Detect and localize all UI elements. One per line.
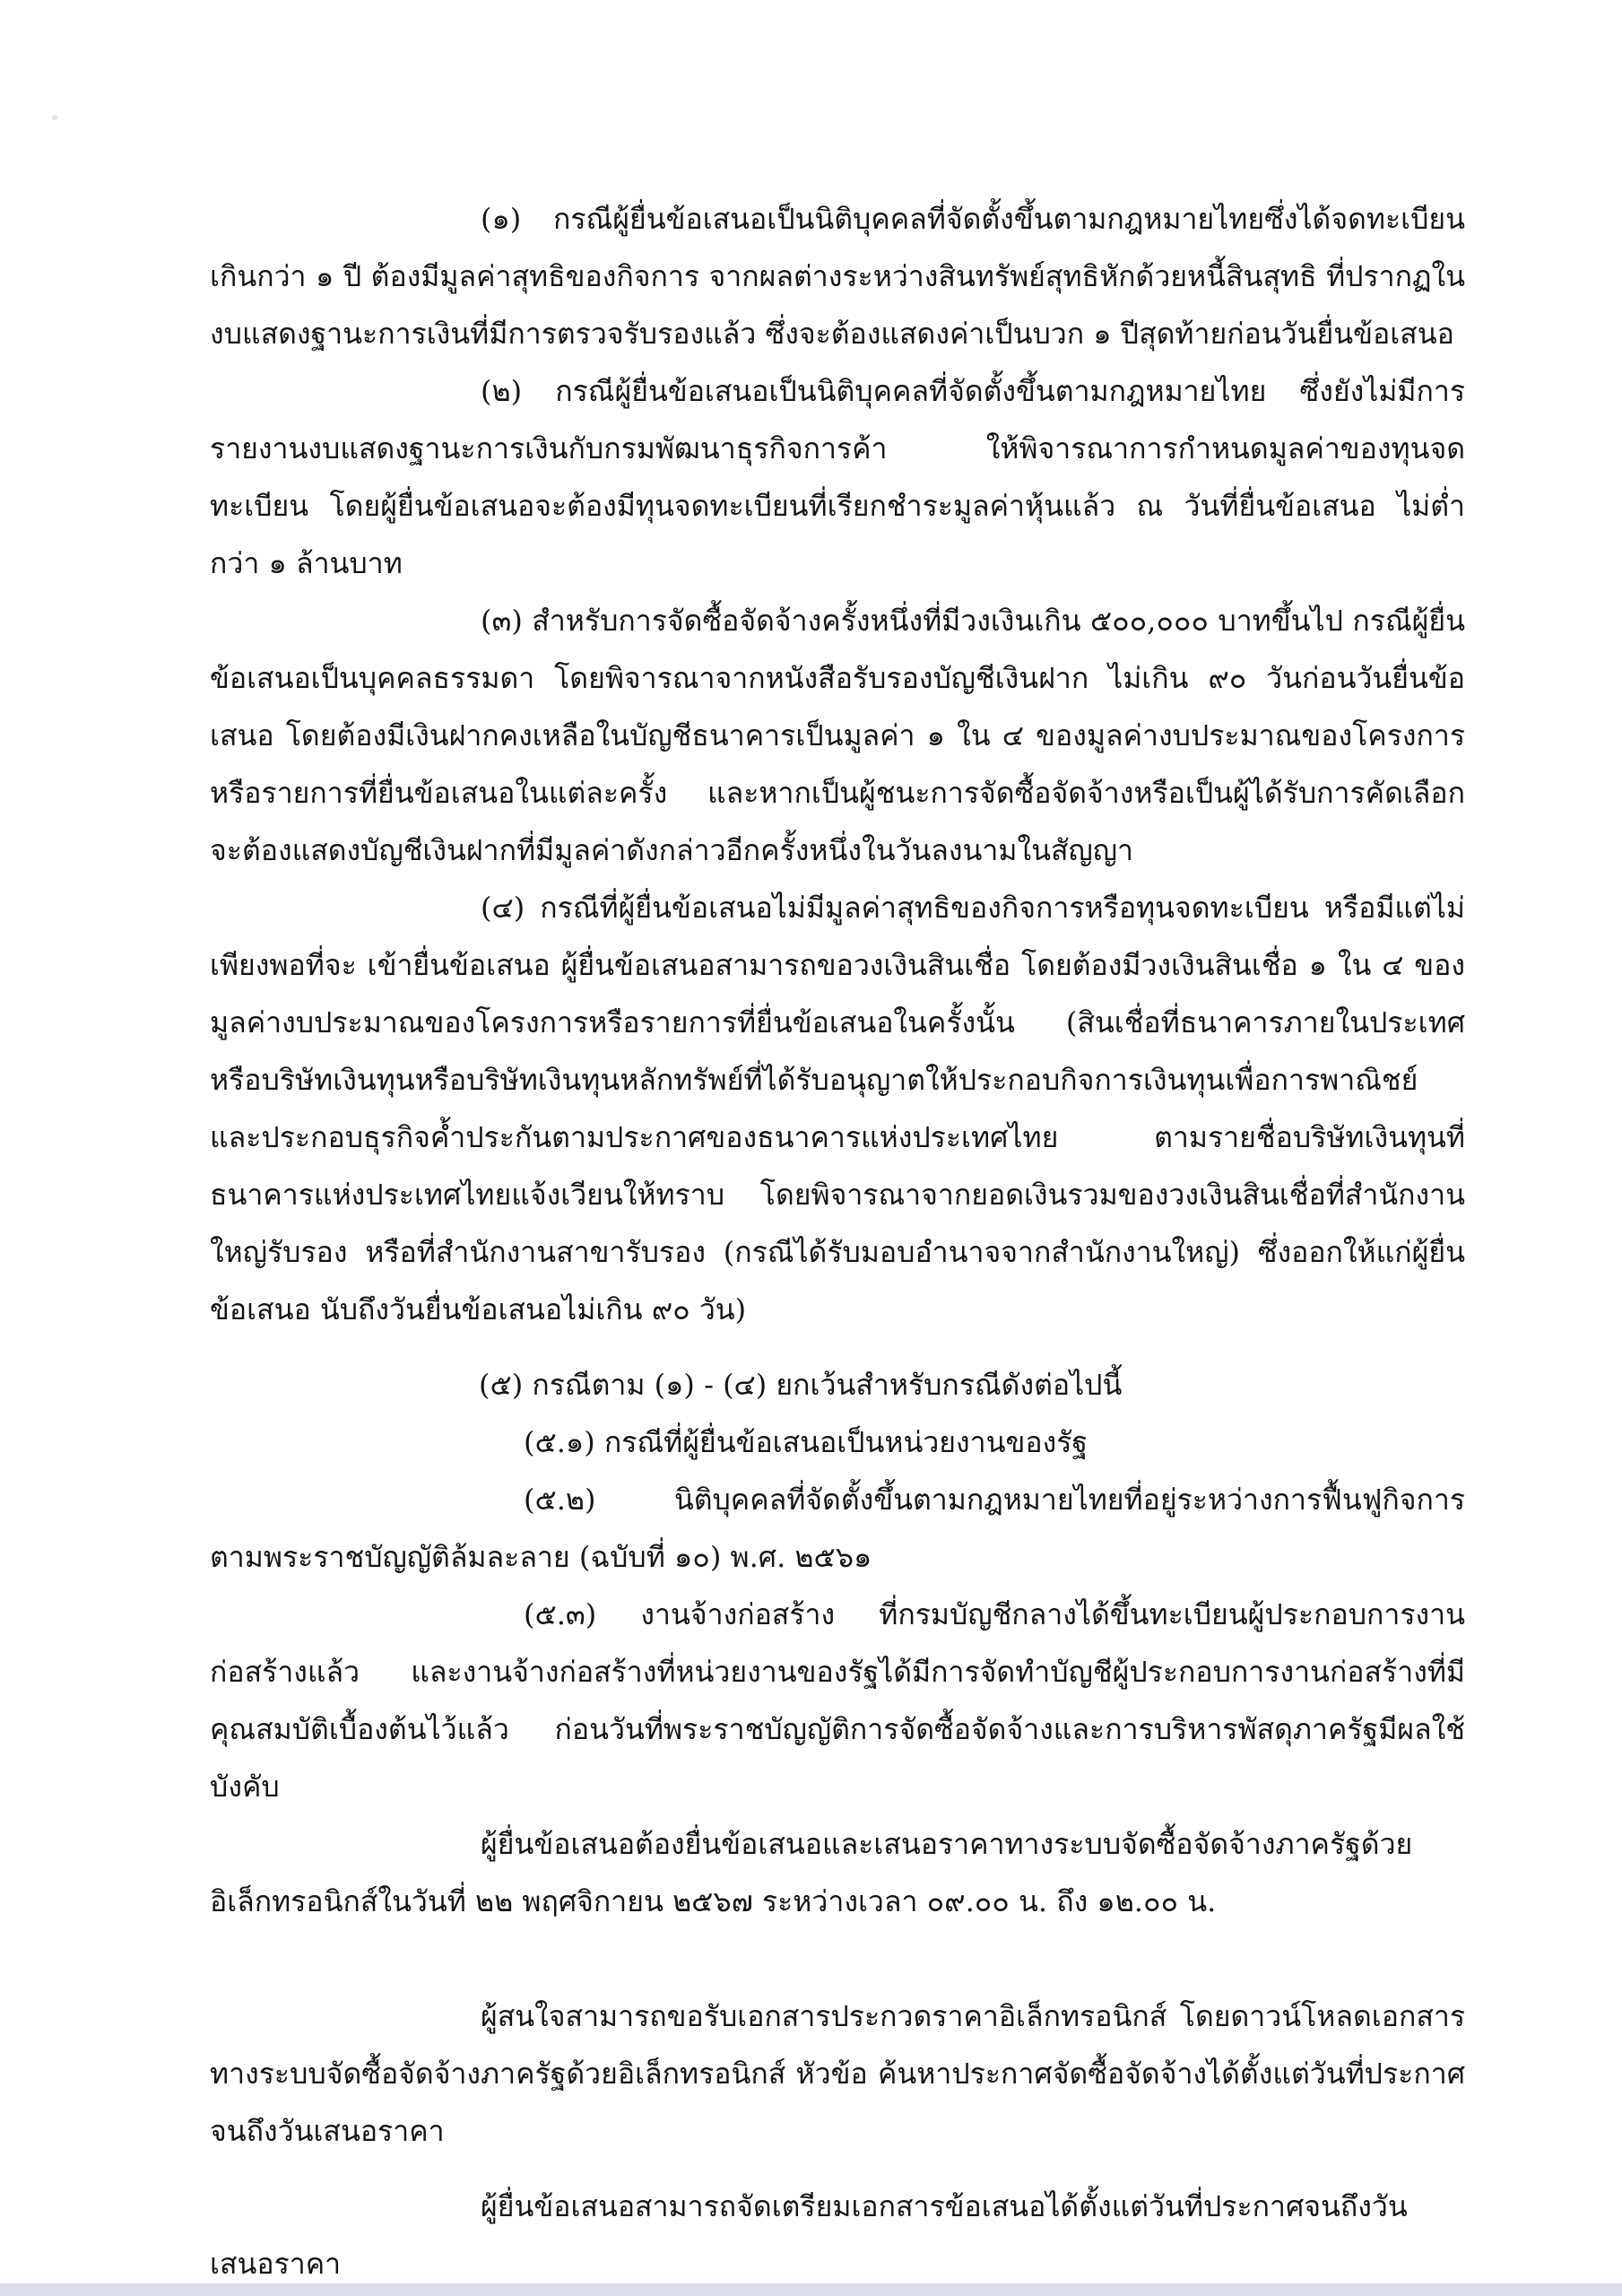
paragraph-exception-rehabilitation: (๕.๒) นิติบุคคลที่จัดตั้งขึ้นตามกฎหมายไทยที่อยู่ระหว่างการฟื้นฟูกิจการตามพระราชบัญญัติล้มละลาย (ฉบับที่ ๑๐) พ.ศ. ๒๕๖๑ bbox=[210, 1483, 1465, 1574]
paragraph-document-preparation: ผู้ยื่นข้อเสนอสามารถจัดเตรียมเอกสารข้อเสนอได้ตั้งแต่วันที่ประกาศจนถึงวันเสนอราคา bbox=[210, 2189, 1408, 2281]
paragraph-submission-date: ผู้ยื่นข้อเสนอต้องยื่นข้อเสนอและเสนอราคาทางระบบจัดซื้อจัดจ้างภาครัฐด้วยอิเล็กทรอนิกส์ในวันที่ ๒๒ พฤศจิกายน ๒๕๖๗ ระหว่างเวลา ๐๙.๐๐ น. ถึง ๑๒.๐๐ น. bbox=[210, 1827, 1413, 1918]
paragraph-document-download: ผู้สนใจสามารถขอรับเอกสารประกวดราคาอิเล็กทรอนิกส์ โดยดาวน์โหลดเอกสารทางระบบจัดซื้อจัดจ้างภาครัฐด้วยอิเล็กทรอนิกส์ หัวข้อ ค้นหาประกาศจัดซื้อจัดจ้างได้ตั้งแต่วันที่ประกาศจนถึงวันเสนอราคา bbox=[210, 1999, 1465, 2148]
paragraph-individual-deposit: (๓) สำหรับการจัดซื้อจัดจ้างครั้งหนึ่งที่มีวงเงินเกิน ๕๐๐,๐๐๐ บาทขึ้นไป กรณีผู้ยื่นข้อเสนอเป็นบุคคลธรรมดา โดยพิจารณาจากหนังสือรับรองบัญชีเงินฝาก ไม่เกิน ๙๐ วันก่อนวันยื่นข้อเสนอ โดยต้องมีเงินฝากคงเหลือในบัญชีธนาคารเป็นมูลค่า ๑ ใน ๔ ของมูลค่างบประมาณของโครงการหรือรายการที่ยื่นข้อเสนอในแต่ละครั้ง และหากเป็นผู้ชนะการจัดซื้อจัดจ้างหรือเป็นผู้ได้รับการคัดเลือกจะต้องแสดงบัญชีเงินฝากที่มีมูลค่าดังกล่าวอีกครั้งหนึ่งในวันลงนามในสัญญา bbox=[210, 604, 1465, 867]
paragraph-registered-capital: (๒) กรณีผู้ยื่นข้อเสนอเป็นนิติบุคคลที่จัดตั้งขึ้นตามกฎหมายไทย ซึ่งยังไม่มีการรายงานงบแสดงฐานะการเงินกับกรมพัฒนาธุรกิจการค้า ให้พิจารณาการกำหนดมูลค่าของทุนจดทะเบียน โดยผู้ยื่นข้อเสนอจะต้องมีทุนจดทะเบียนที่เรียกชำระมูลค่าหุ้นแล้ว ณ วันที่ยื่นข้อเสนอ ไม่ต่ำกว่า ๑ ล้านบาท bbox=[210, 374, 1465, 580]
document-body bbox=[210, 190, 1465, 2292]
paragraph-net-worth-over-1-year: (๑) กรณีผู้ยื่นข้อเสนอเป็นนิติบุคคลที่จัดตั้งขึ้นตามกฎหมายไทยซึ่งได้จดทะเบียนเกินกว่า ๑ ปี ต้องมีมูลค่าสุทธิของกิจการ จากผลต่างระหว่างสินทรัพย์สุทธิหักด้วยหนี้สินสุทธิ ที่ปรากฏในงบแสดงฐานะการเงินที่มีการตรวจรับรองแล้ว ซึ่งจะต้องแสดงค่าเป็นบวก ๑ ปีสุดท้ายก่อนวันยื่นข้อเสนอ bbox=[210, 202, 1465, 351]
paragraph-credit-line: (๔) กรณีที่ผู้ยื่นข้อเสนอไม่มีมูลค่าสุทธิของกิจการหรือทุนจดทะเบียน หรือมีแต่ไม่เพียงพอที่จะ เข้ายื่นข้อเสนอ ผู้ยื่นข้อเสนอสามารถขอวงเงินสินเชื่อ โดยต้องมีวงเงินสินเชื่อ ๑ ใน ๔ ของมูลค่างบประมาณของโครงการหรือรายการที่ยื่นข้อเสนอในครั้งนั้น (สินเชื่อที่ธนาคารภายในประเทศ หรือบริษัทเงินทุนหรือบริษัทเงินทุนหลักทรัพย์ที่ได้รับอนุญาตให้ประกอบกิจการเงินทุนเพื่อการพาณิชย์ และประกอบธุรกิจค้ำประกันตามประกาศของธนาคารแห่งประเทศไทย ตามรายชื่อบริษัทเงินทุนที่ธนาคารแห่งประเทศไทยแจ้งเวียนให้ทราบ โดยพิจารณาจากยอดเงินรวมของวงเงินสินเชื่อที่สำนักงานใหญ่รับรอง หรือที่สำนักงานสาขารับรอง (กรณีได้รับมอบอำนาจจากสำนักงานใหญ่) ซึ่งออกให้แก่ผู้ยื่นข้อเสนอ นับถึงวันยื่นข้อเสนอไม่เกิน ๙๐ วัน) bbox=[210, 891, 1465, 1326]
paragraph-exceptions: (๕) กรณีตาม (๑) - (๔) ยกเว้นสำหรับกรณีดังต่อไปนี้ bbox=[479, 1368, 1123, 1402]
paragraph-exception-government: (๕.๑) กรณีที่ผู้ยื่นข้อเสนอเป็นหน่วยงานของรัฐ bbox=[524, 1425, 1089, 1459]
scan-dot bbox=[52, 115, 57, 120]
paragraph-exception-construction: (๕.๓) งานจ้างก่อสร้าง ที่กรมบัญชีกลางได้ขึ้นทะเบียนผู้ประกอบการงานก่อสร้างแล้ว และงานจ้างก่อสร้างที่หน่วยงานของรัฐได้มีการจัดทำบัญชีผู้ประกอบการงานก่อสร้างที่มีคุณสมบัติเบื้องต้นไว้แล้ว ก่อนวันที่พระราชบัญญัติการจัดซื้อจัดจ้างและการบริหารพัสดุภาครัฐมีผลใช้บังคับ bbox=[210, 1597, 1465, 1804]
scan-bottom-edge bbox=[0, 2283, 1622, 2296]
